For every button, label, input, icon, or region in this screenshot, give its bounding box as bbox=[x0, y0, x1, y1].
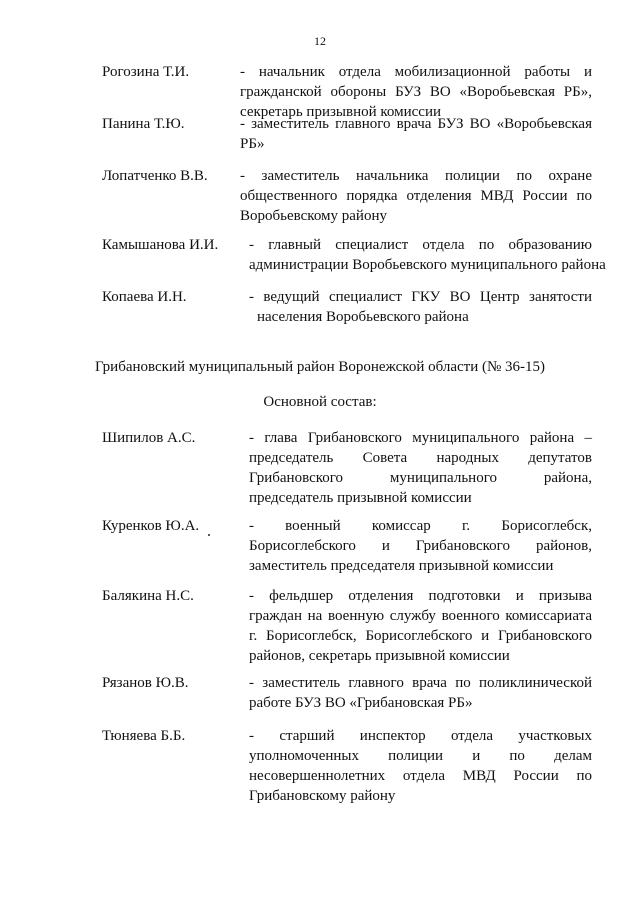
member-role bbox=[249, 287, 592, 327]
member-name: Панина Т.Ю. bbox=[102, 116, 185, 132]
member-name: Шипилов А.С. bbox=[102, 430, 196, 446]
role-line: районов, секретарь призывной комиссии bbox=[249, 648, 510, 664]
role-line: - начальник отдела мобилизационной работы и bbox=[240, 64, 592, 80]
member-role bbox=[249, 726, 592, 806]
role-line: несовершеннолетних отдела МВД России по bbox=[249, 768, 592, 784]
role-line: граждан на военную службу военного комиссариата bbox=[249, 608, 592, 624]
role-line: председатель призывной комиссии bbox=[249, 490, 472, 506]
member-role bbox=[249, 428, 592, 508]
member-name: Рязанов Ю.В. bbox=[102, 675, 189, 691]
member-role bbox=[249, 235, 606, 275]
role-line: администрации Воробьевского муниципального района bbox=[249, 257, 606, 273]
role-line: РБ» bbox=[240, 136, 265, 152]
role-line: - главный специалист отдела по образованию bbox=[249, 237, 592, 253]
role-line: гражданской обороны БУЗ ВО «Воробьевская РБ», bbox=[240, 84, 592, 100]
role-line: - заместитель главного врача по поликлинической bbox=[249, 675, 592, 691]
member-name: Камышанова И.И. bbox=[102, 237, 219, 253]
role-line: - старший инспектор отдела участковых bbox=[249, 728, 592, 744]
role-line: Грибановского муниципального района, bbox=[249, 470, 592, 486]
member-role bbox=[249, 673, 592, 713]
member-name: Копаева И.Н. bbox=[102, 289, 187, 305]
role-line: председатель Совета народных депутатов bbox=[249, 450, 592, 466]
role-line: - глава Грибановского муниципального района – bbox=[249, 430, 592, 446]
role-line: - заместитель начальника полиции по охране bbox=[240, 168, 592, 184]
role-line: - ведущий специалист ГКУ ВО Центр занятости bbox=[249, 289, 592, 305]
role-line: - заместитель главного врача БУЗ ВО «Воробьевская bbox=[240, 116, 592, 132]
member-role bbox=[240, 166, 592, 226]
role-line: - фельдшер отделения подготовки и призыва bbox=[249, 588, 592, 604]
member-role bbox=[249, 516, 592, 576]
member-role bbox=[240, 114, 592, 154]
member-name: Лопатченко В.В. bbox=[102, 168, 208, 184]
composition-heading: Основной состав: bbox=[263, 394, 377, 410]
role-line: общественного порядка отделения МВД России по bbox=[240, 188, 592, 204]
stray-mark bbox=[208, 534, 210, 536]
role-line: заместитель председателя призывной комиссии bbox=[249, 558, 554, 574]
role-line: Воробьевскому району bbox=[240, 208, 387, 224]
member-name: Куренков Ю.А. bbox=[102, 518, 200, 534]
member-name: Балякина Н.С. bbox=[102, 588, 194, 604]
role-line: работе БУЗ ВО «Грибановская РБ» bbox=[249, 695, 473, 711]
member-name: Рогозина Т.И. bbox=[102, 64, 190, 80]
role-line: Борисоглебского и Грибановского районов, bbox=[249, 538, 592, 554]
role-line: уполномоченных полиции и по делам bbox=[249, 748, 592, 764]
member-role bbox=[240, 62, 592, 122]
district-heading: Грибановский муниципальный район Воронежской области (№ 36-15) bbox=[94, 359, 546, 375]
role-line: населения Воробьевского района bbox=[257, 309, 469, 325]
member-name: Тюняева Б.Б. bbox=[102, 728, 186, 744]
page-number: 12 bbox=[314, 34, 326, 48]
role-line: Грибановскому району bbox=[249, 788, 396, 804]
role-line: г. Борисоглебск, Борисоглебского и Грибановского bbox=[249, 628, 592, 644]
role-line: - военный комиссар г. Борисоглебск, bbox=[249, 518, 592, 534]
member-role bbox=[249, 586, 592, 666]
role-line: секретарь призывной комиссии bbox=[240, 104, 442, 120]
